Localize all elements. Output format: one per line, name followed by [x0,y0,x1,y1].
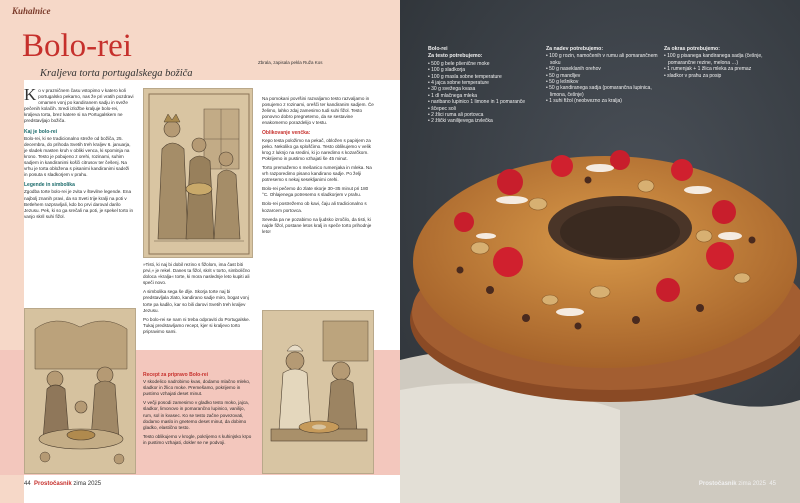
list-item: • 50 g naseklanih orehov [546,66,658,72]
drop-cap: K [24,88,37,104]
bakers-illustration [263,311,374,474]
text-column-mid [143,262,253,374]
text-column-recipe [143,368,253,476]
heading-kaj: Kaj je bolo-rei [24,128,58,135]
ingredients-title: Bolo-rei [428,46,448,52]
heading-nadev: Za nadev potrebujemo: [546,46,604,52]
cake-ring [413,156,797,368]
text-column-2 [262,96,374,306]
list-item: • 500 g bele pšenične moke [428,61,540,67]
list-item: • 100 g masla sobne temperature [428,74,540,80]
list-nadev [546,53,658,104]
paragraph-obl-5: Seveda pa ne pozabimo na ljudsko izročilo, da tisti, ki najde fižol, postane letos kralj in speče torto prihodnje leto! [262,216,372,234]
paragraph-obl-1: Kepo testa položimo na pekač, obložen s papirjem za peko. Nekoliko ga sploščimo. Testo oblikujemo v velik krog z luknjo na sredini, ki jo naredimo s kozarčkom. Pokrijemo in pustimo vzhajati še 45 minut. [262,137,371,161]
heading-recept: Recept za pripravo Bolo-rei [143,372,209,378]
list-item: • 1 dl mlačnega mleka [428,93,540,99]
page-title: Bolo-rei [22,28,132,64]
paragraph-obl-3: Bolo-rei pečemo do zlate skorje 30–35 minut pri 180 °C. Ohlajenega potresemo s sladkorjem v prahu. [262,186,369,198]
right-page [400,0,800,503]
engraving-family-table [24,308,136,474]
list-item: • 1 rumenjak + 1 žlica mleka za premaz [664,66,782,72]
list-item: • 100 g rozin, namočenih v rumu ali pomarančnem soku [546,53,658,66]
footer-right [699,481,776,487]
intro-paragraph [24,88,134,125]
paragraph-recept-3: Testo oblikujemo v krogle, pokrijemo s kuhinjsko krpo in pustimo vzhajati, dokler se ne podvoji. [143,433,252,445]
paragraph-mid-2: A simbolika sega še dlje. Skorja torte naj bi predstavljala zlato, kandirano sadje mirо, bogat vonj torte pa kadilo, kar so bili darovi Svetih treh kraljev Jezusu. [143,289,249,313]
heading-legenda: Legende in simbolika [24,182,75,189]
paragraph-r1: Na pomokani površini razvaljamo testo razvaljamo in posujemo z rozinami, orešči ter kandiranim sadjem. Če želimo, lahko zdaj zamesimo tudi suhi fižol. Testo ponovno dobro pregnetemo, da se sestavine enakomerno porazdelijo v testu. [262,96,374,126]
list-item: • 2 žlički vanilijevega izvlečka [428,118,540,124]
heading-testo: Za testo potrebujemo: [428,53,483,60]
page-subtitle: Kraljeva torta portugalskega božiča [40,68,193,79]
heading-okras: Za okras potrebujemo: [664,46,720,52]
three-kings-illustration [144,89,253,258]
author-credit: Zbrala, zapisala pekla Ruža Kos [258,60,323,65]
engraving-bakers [262,310,374,474]
list-item: • 30 g svežega kvasa [428,86,540,92]
ingredients-topping [664,46,782,79]
engraving-three-kings [143,88,253,258]
footer-issue-right: zima 2025 [738,481,766,487]
family-table-illustration [25,309,136,474]
list-item: • 4 jajca sobne temperature [428,80,540,86]
list-item: • naribano lupinico 1 limone in 1 pomaranče [428,99,540,105]
paragraph-mid-3: Po bolo-rei se nam ni treba odpraviti do Portugalske. Tukaj predstavljamo recept, kjer si kraljevo torto pripravimo sami. [143,316,250,334]
section-label: Kuhalnice [12,6,51,16]
paragraph-kaj: Bolo-rei, ki se tradicionalno streže od božiča, 25. decembra, do prihoda Svetih treh kraljev 6. januarja, je sladek masten kruh v obliki venca, ki spominja na krono. Testo je pobujeno z orehi, rozinami, suhim sadjem in kandiranimi košči citrusov ter češenj. Na vrhu je torta obložena s pisanimi kandiranimi sadeži in posuta s sladkorjem v prahu. [24,135,131,178]
list-item: • 2 žlici ruma ali portovca [428,112,540,118]
list-testo [428,61,540,125]
list-item: • 50 g lešnikov [546,79,658,85]
footer-brand-left: Prostočasnik [34,481,72,487]
paragraph-mid-1: »Tisti, ki naj bi dobil rezino s fižolom, ima čast biti prvi,« je rekel. Danes ta fižol, skrit v torto, simbolično doloca »kralja« torte, ki mora naslednje leto kupiti ali speči novo. [143,262,250,286]
paragraph-recept-1: V skodelico nadrobimo kvas, dodamo mlačno mleko, sladkor in žlico moke. Premešamo, pokrijemo in pustimo vzhajati deset minut. [143,379,251,397]
footer-brand-right: Prostočasnik [698,481,737,487]
page-number-left: 44 [24,481,31,487]
list-item: • sladkor v prahu za posip [664,73,782,79]
list-item: • 1 suhi fižol (neobvezno za kralja) [546,98,658,104]
list-okras [664,53,782,79]
list-item: • 100 g sladkorja [428,67,540,73]
ingredients-dough [428,46,540,125]
footer-left [24,481,101,487]
list-item: • ščepec soli [428,106,540,112]
paragraph-recept-2: V večji posodi zamesimo v gladko testo moko, jajca, sladkor, limonovo in pomarančno lupinico, vanilijo, rum, sol in kvasec. Ko se testo začne povezovati, dodamo maslo in gnetemo deset minut, da dobimo gladko, elastično testo. [143,400,249,430]
list-item: • 100 g pisanega kandiranega sadja (češnje, pomarančne rezine, melona …) [664,53,782,66]
paragraph-obl-2: Torto premažemo s mešanico rumenjaka in mleka. Na vrh razporedimo pisano kandirano sadje. Po želji potresemo s nekaj sesekljanimi orehi. [262,164,372,183]
list-item: • 50 g mandljev [546,73,658,79]
paragraph-legenda: Zgodba torte bolo-rei je zvita v številne legende. Ena najbolj znanih pravi, da so Sveti trije kralji na poti v Betlehem razpravljali, kdo bo prvi daroval darilo Jezusu. Pek, ki so ga srečali na poti, je spekel torto in vanjo skril suhi fižol. [24,189,134,219]
intro-text: o v prazničnem času vstopimo v katero koli portugalsko pekarno, nas že pri vratih pozdravi omamen vonj po kandiranem sadju in sveže pečenih kolačih. Sredi izložbe kraljuje bolo-rei, kraljeva torta, brez katere si na Portugalskem ne predstavljajo božiča. [24,88,134,124]
footer-issue-left: zima 2025 [73,481,102,487]
list-item: • 50 g kandiranega sadja (pomarančna lupinica, limona, češnje) [546,85,658,98]
page-number-right: 45 [769,481,776,487]
heading-oblikovanje: Oblikovanje venčka: [262,130,311,137]
paragraph-obl-4: Bolo-rei postrežemo ob kavi, čaju ali tradicionalno s kozarcem portovca. [262,201,367,213]
ingredients-filling [546,46,658,105]
